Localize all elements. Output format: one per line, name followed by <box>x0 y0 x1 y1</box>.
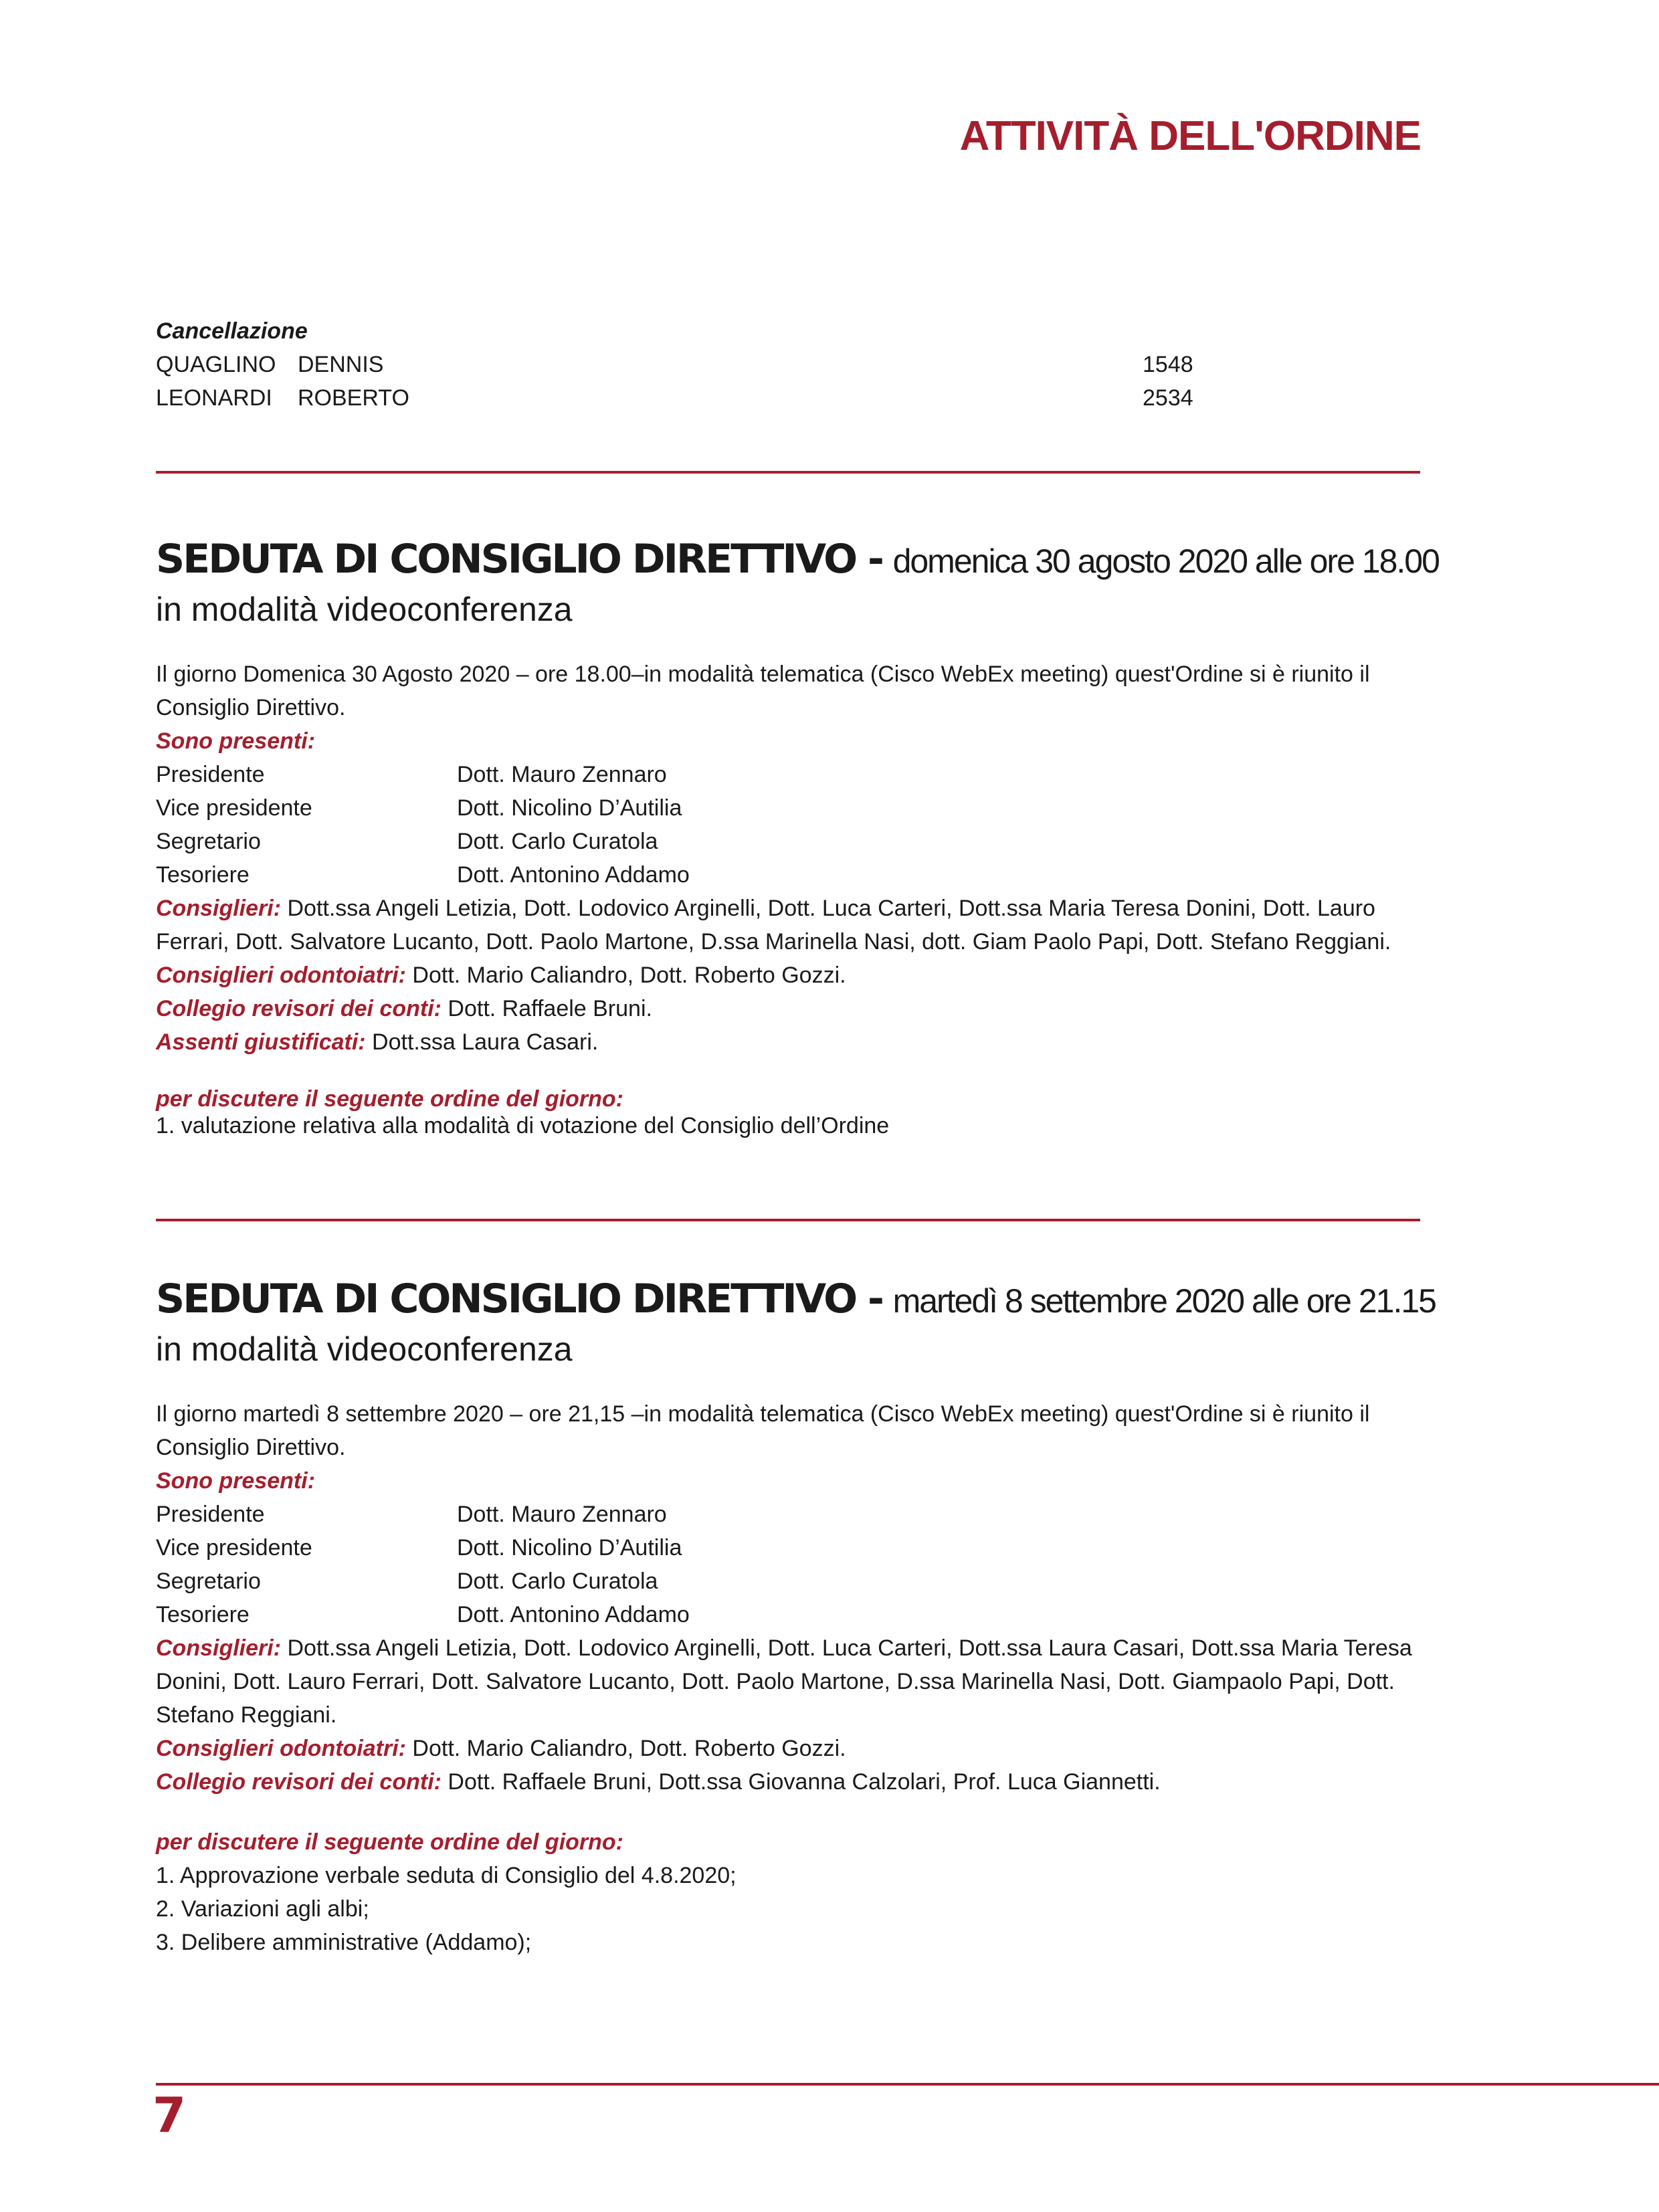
revisori-list: Dott. Raffaele Bruni. <box>441 996 652 1021</box>
surname: LEONARDI <box>156 385 272 411</box>
role-row <box>156 1498 1420 1531</box>
registration-number: 1548 <box>1143 352 1193 377</box>
seduta-intro: Il giorno Domenica 30 Agosto 2020 – ore 18.00–in modalità telematica (Cisco WebEx meeting) quest'Ordine si è riunito il Consiglio Direttivo. <box>156 662 1370 720</box>
odg-item: 2. Variazioni agli albi; <box>156 1896 369 1922</box>
surname: QUAGLINO <box>156 352 276 377</box>
role: Tesoriere <box>156 1602 250 1627</box>
name: ROBERTO <box>298 385 409 411</box>
role-row <box>156 1598 1420 1631</box>
role: Vice presidente <box>156 795 312 821</box>
odontoiatri-label: Consiglieri odontoiatri: <box>156 963 406 988</box>
role-holder: Dott. Antonino Addamo <box>457 1602 690 1627</box>
role-holder: Dott. Carlo Curatola <box>457 829 658 854</box>
odg-item: 1. Approvazione verbale seduta di Consiglio del 4.8.2020; <box>156 1863 737 1888</box>
assenti-label: Assenti giustificati: <box>156 1029 366 1055</box>
revisori-label: Collegio revisori dei conti: <box>156 996 442 1021</box>
odontoiatri-paragraph <box>156 1732 1420 1765</box>
role-holder: Dott. Nicolino D’Autilia <box>457 795 682 821</box>
seduta-subtitle: in modalità videoconferenza <box>156 1330 573 1368</box>
presenti-label: Sono presenti: <box>156 728 316 754</box>
odontoiatri-label: Consiglieri odontoiatri: <box>156 1736 406 1761</box>
role: Presidente <box>156 762 265 787</box>
role: Segretario <box>156 829 261 854</box>
name: DENNIS <box>298 352 384 377</box>
cancellazione-title: Cancellazione <box>156 318 308 344</box>
role: Vice presidente <box>156 1535 312 1561</box>
seduta-section-1 <box>156 535 1439 1139</box>
consiglieri-list: Dott.ssa Angeli Letizia, Dott. Lodovico Arginelli, Dott. Luca Carteri, Dott.ssa Maria Teresa Donini, Dott. Lauro Ferrari, Dott. Salvatore Lucanto, Dott. Paolo Martone, D.ssa Marinella Nasi, dott. Giam Paolo Papi, Dott. Stefano Reggiani. <box>156 896 1391 954</box>
role: Presidente <box>156 1502 265 1527</box>
assenti-list: Dott.ssa Laura Casari. <box>365 1029 599 1055</box>
odontoiatri-list: Dott. Mario Caliandro, Dott. Roberto Gozzi. <box>405 963 846 988</box>
cancellazione-section <box>156 314 1420 415</box>
consiglieri-label: Consiglieri: <box>156 1635 282 1661</box>
role-holder: Dott. Nicolino D’Autilia <box>457 1535 682 1561</box>
role-row <box>156 858 1420 892</box>
consiglieri-list: Dott.ssa Angeli Letizia, Dott. Lodovico Arginelli, Dott. Luca Carteri, Dott.ssa Laura Casari, Dott.ssa Maria Teresa Donini, Dott. Lauro Ferrari, Dott. Salvatore Lucanto, Dott. Paolo Martone, D.ssa Marinella Nasi, Dott. Giampaolo Papi, Dott. Stefano Reggiani. <box>156 1635 1412 1728</box>
cancellazione-row <box>156 381 1420 415</box>
odg-label: per discutere il seguente ordine del giorno: <box>156 1829 624 1855</box>
seduta-date: martedì 8 settembre 2020 alle ore 21.15 <box>892 1282 1436 1320</box>
role-holder: Dott. Mauro Zennaro <box>457 762 667 787</box>
seduta-intro: Il giorno martedì 8 settembre 2020 – ore 21,15 –in modalità telematica (Cisco WebEx meeting) quest'Ordine si è riunito il Consiglio Direttivo. <box>156 1401 1370 1460</box>
presenti-label: Sono presenti: <box>156 1468 316 1494</box>
role-row <box>156 825 1420 858</box>
role: Tesoriere <box>156 862 250 888</box>
assenti-paragraph <box>156 1025 1420 1059</box>
role-row <box>156 791 1420 825</box>
registration-number: 2534 <box>1143 385 1193 411</box>
section-divider <box>156 1219 1420 1221</box>
consiglieri-label: Consiglieri: <box>156 896 282 921</box>
role-row <box>156 1565 1420 1598</box>
revisori-paragraph <box>156 1765 1420 1799</box>
page-number: 7 <box>153 2087 187 2143</box>
odontoiatri-paragraph <box>156 959 1420 992</box>
consiglieri-paragraph <box>156 892 1420 959</box>
role-holder: Dott. Mauro Zennaro <box>457 1502 667 1527</box>
section-divider <box>156 471 1420 474</box>
cancellazione-row <box>156 348 1420 381</box>
odg-item: 1. valutazione relativa alla modalità di votazione del Consiglio dell’Ordine <box>156 1113 890 1138</box>
seduta-title: SEDUTA DI CONSIGLIO DIRETTIVO - <box>156 536 882 583</box>
seduta-subtitle: in modalità videoconferenza <box>156 591 573 628</box>
odg-label: per discutere il seguente ordine del giorno: <box>156 1086 624 1112</box>
role-row <box>156 758 1420 791</box>
revisori-paragraph <box>156 992 1420 1025</box>
revisori-list: Dott. Raffaele Bruni, Dott.ssa Giovanna Calzolari, Prof. Luca Giannetti. <box>441 1769 1161 1795</box>
page-header-title: ATTIVITÀ DELL'ORDINE <box>959 113 1421 159</box>
role-row <box>156 1531 1420 1565</box>
seduta-date: domenica 30 agosto 2020 alle ore 18.00 <box>892 542 1439 580</box>
role: Segretario <box>156 1569 261 1594</box>
seduta-title: SEDUTA DI CONSIGLIO DIRETTIVO - <box>156 1276 882 1322</box>
seduta-heading <box>156 535 1439 585</box>
consiglieri-paragraph <box>156 1631 1420 1732</box>
roles-list <box>156 758 1420 892</box>
seduta-heading <box>156 1275 1436 1325</box>
footer-rule <box>156 2083 1659 2086</box>
revisori-label: Collegio revisori dei conti: <box>156 1769 442 1795</box>
odg-item: 3. Delibere amministrative (Addamo); <box>156 1930 532 1955</box>
roles-list <box>156 1498 1420 1631</box>
odontoiatri-list: Dott. Mario Caliandro, Dott. Roberto Gozzi. <box>405 1736 846 1761</box>
role-holder: Dott. Carlo Curatola <box>457 1569 658 1594</box>
seduta-section-2 <box>156 1275 1436 1959</box>
role-holder: Dott. Antonino Addamo <box>457 862 690 888</box>
